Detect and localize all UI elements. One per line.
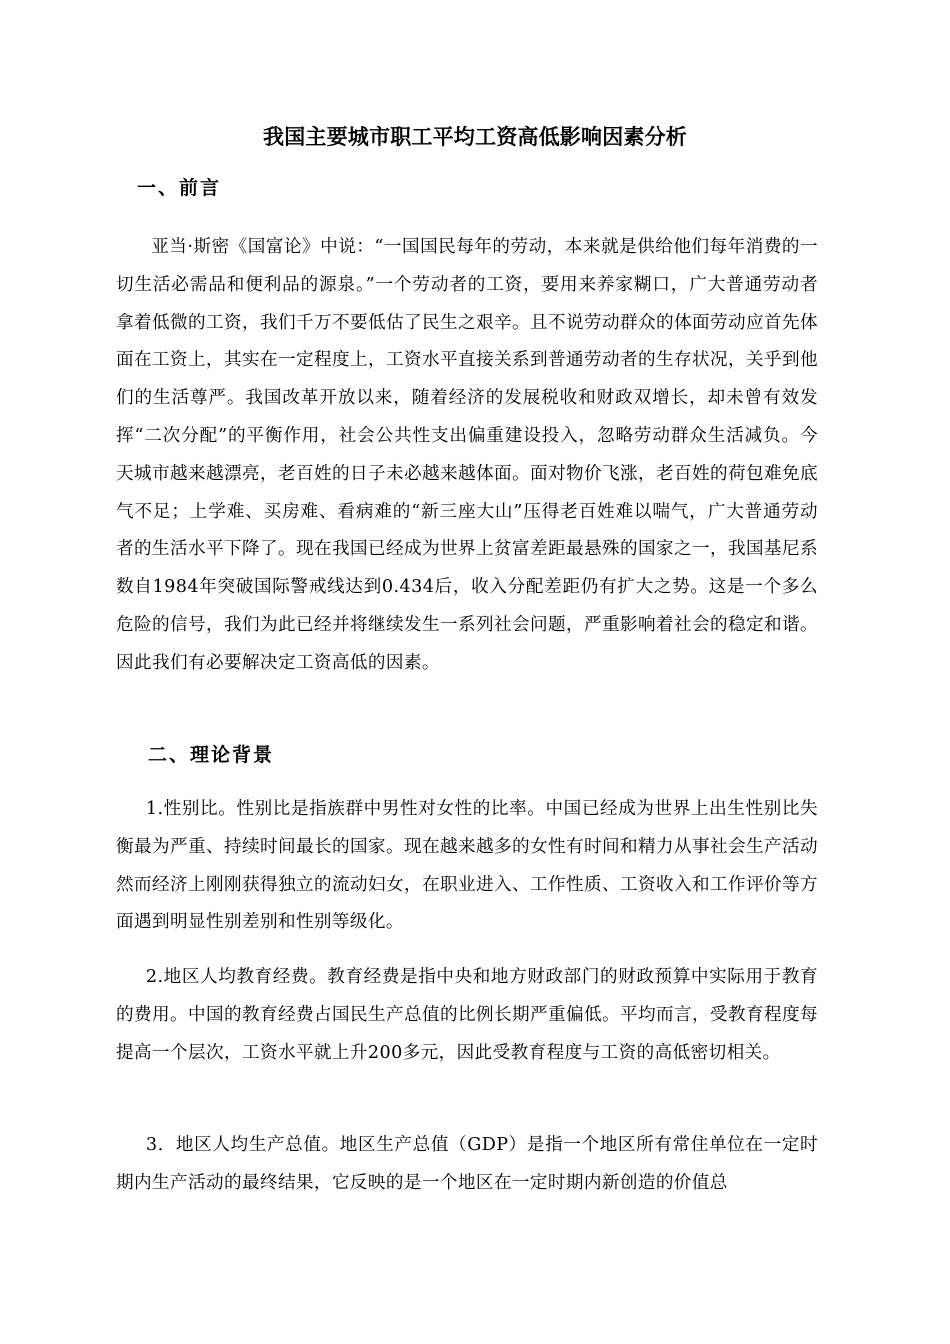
section-heading-theory: 二、理论背景 xyxy=(148,744,275,766)
preface-paragraph: 亚当·斯密《国富论》中说：“一国国民每年的劳动，本来就是供给他们每年消费的一切生活必需品和便利品的源泉。”一个劳动者的工资，要用来养家糊口，广大普通劳动者拿着低微的工资，我们千万不要低估了民生之艰辛。且不说劳动群众的体面劳动应首先体面在工资上，其实在一定程度上，工资水平直接关系到普通劳动者的生存状况，关乎到他们的生活尊严。我国改革开放以来，随着经济的发展税收和财政双增长，却未曾有效发挥“二次分配”的平衡作用，社会公共性支出偏重建设投入，忽略劳动群众生活减负。今天城市越来越漂亮，老百姓的日子未必越来越体面。面对物价飞涨，老百姓的荷包难免底气不足；上学难、买房难、看病难的“新三座大山”压得老百姓难以喘气，广大普通劳动者的生活水平下降了。现在我国已经成为世界上贫富差距最悬殊的国家之一，我国基尼系数自1984年突破国际警戒线达到0.434后，收入分配差距仍有扩大之势。这是一个多么危险的信号，我们为此已经并将继续发生一系列社会问题，严重影响着社会的稳定和谐。因此我们有必要解决定工资高低的因素。 xyxy=(116,237,818,673)
theory-item-sex-ratio: 1.性别比。性别比是指族群中男性对女性的比率。中国已经成为世界上出生性别比失衡最为严重、持续时间最长的国家。现在越来越多的女性有时间和精力从事社会生产活动然而经济上刚刚获得独立的流动妇女，在职业进入、工作性质、工资收入和工作评价等方面遇到明显性别差别和性别等级化。 xyxy=(116,799,818,933)
theory-item-education-funding: 2.地区人均教育经费。教育经费是指中央和地方财政部门的财政预算中实际用于教育的费用。中国的教育经费占国民生产总值的比例长期严重偏低。平均而言，受教育程度每提高一个层次，工资水平就上升200多元，因此受教育程度与工资的高低密切相关。 xyxy=(116,967,818,1063)
theory-item-gdp-per-capita: 3．地区人均生产总值。地区生产总值（GDP）是指一个地区所有常住单位在一定时期内生产活动的最终结果，它反映的是一个地区在一定时期内新创造的价值总 xyxy=(116,1135,818,1193)
document-title: 我国主要城市职工平均工资高低影响因素分析 xyxy=(263,124,687,149)
section-heading-preface: 一、前言 xyxy=(137,177,222,199)
